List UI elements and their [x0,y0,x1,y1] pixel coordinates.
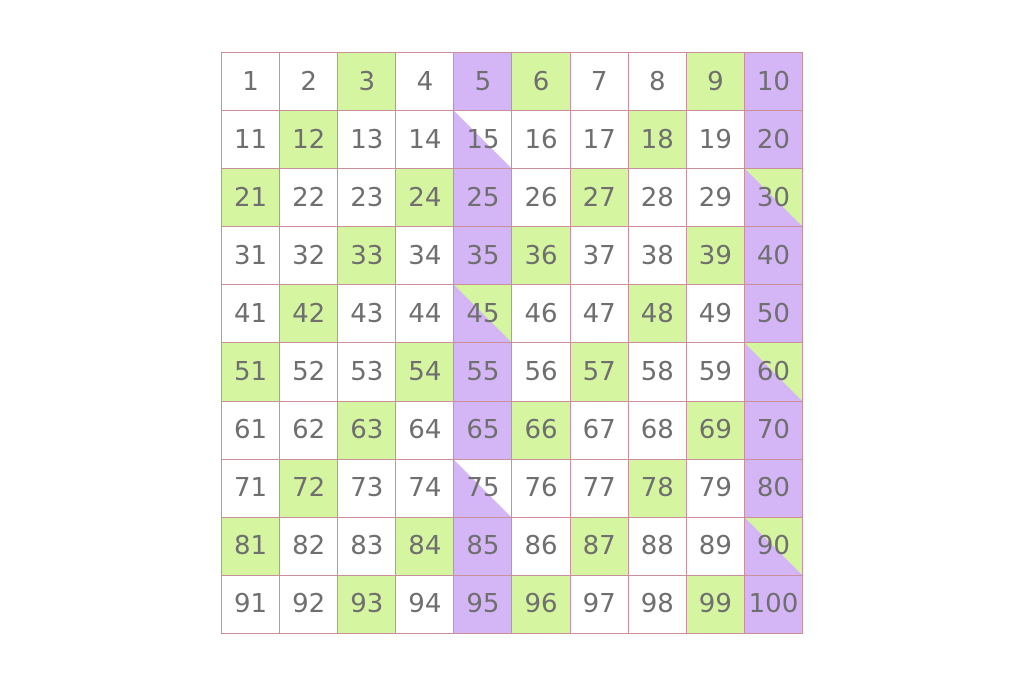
grid-cell-49 [687,285,745,343]
grid-cell-7 [571,53,629,111]
grid-cell-24 [396,169,454,227]
cell-number: 94 [408,589,442,620]
cell-number: 48 [640,298,674,329]
cell-number: 47 [582,298,616,329]
grid-cell-98 [629,576,687,634]
grid-cell-97 [571,576,629,634]
grid-cell-5 [454,53,512,111]
cell-number: 97 [582,589,616,620]
grid-cell-99 [687,576,745,634]
cell-number: 70 [756,415,790,446]
grid-cell-21 [222,169,280,227]
grid-cell-57 [571,343,629,401]
cell-number: 80 [756,473,790,504]
cell-number: 60 [756,357,790,388]
cell-number: 85 [466,531,500,562]
grid-cell-20 [745,111,803,169]
cell-number: 83 [350,531,384,562]
grid-cell-46 [512,285,570,343]
grid-cell-54 [396,343,454,401]
grid-cell-29 [687,169,745,227]
grid-cell-94 [396,576,454,634]
grid-cell-71 [222,460,280,518]
cell-number: 46 [524,298,558,329]
grid-cell-13 [338,111,396,169]
cell-number: 43 [350,298,384,329]
cell-number: 29 [698,182,732,213]
grid-cell-80 [745,460,803,518]
grid-cell-85 [454,518,512,576]
grid-cell-72 [280,460,338,518]
grid-cell-82 [280,518,338,576]
grid-cell-52 [280,343,338,401]
cell-number: 99 [698,589,732,620]
grid-cell-58 [629,343,687,401]
grid-cell-61 [222,402,280,460]
grid-cell-88 [629,518,687,576]
grid-cell-33 [338,227,396,285]
grid-cell-18 [629,111,687,169]
cell-number: 65 [466,415,500,446]
cell-number: 12 [292,124,326,155]
grid-cell-100 [745,576,803,634]
grid-cell-73 [338,460,396,518]
cell-number: 22 [292,182,326,213]
cell-number: 4 [416,66,434,97]
cell-number: 3 [358,66,376,97]
grid-cell-11 [222,111,280,169]
cell-number: 58 [640,357,674,388]
cell-number: 21 [234,182,268,213]
grid-cell-36 [512,227,570,285]
grid-cell-2 [280,53,338,111]
cell-number: 1 [242,66,259,97]
grid-cell-56 [512,343,570,401]
grid-cell-93 [338,576,396,634]
cell-number: 73 [350,473,384,504]
cell-number: 82 [292,531,326,562]
grid-cell-15 [454,111,512,169]
grid-cell-14 [396,111,454,169]
grid-cell-8 [629,53,687,111]
grid-cell-92 [280,576,338,634]
cell-number: 68 [640,415,674,446]
grid-cell-19 [687,111,745,169]
cell-number: 52 [292,357,326,388]
cell-number: 2 [300,66,317,97]
grid-cell-9 [687,53,745,111]
cell-number: 33 [350,240,384,271]
grid-cell-95 [454,576,512,634]
cell-number: 93 [350,589,384,620]
grid-cell-62 [280,402,338,460]
grid-cell-87 [571,518,629,576]
grid-cell-10 [745,53,803,111]
grid-cell-44 [396,285,454,343]
cell-number: 32 [292,240,326,271]
grid-cell-30 [745,169,803,227]
cell-number: 54 [408,357,442,388]
grid-cell-53 [338,343,396,401]
grid-cell-60 [745,343,803,401]
cell-number: 50 [756,298,790,329]
cell-number: 34 [408,240,442,271]
grid-cell-41 [222,285,280,343]
cell-number: 13 [350,124,384,155]
grid-cell-31 [222,227,280,285]
cell-number: 78 [640,473,674,504]
grid-cell-55 [454,343,512,401]
cell-number: 89 [698,531,732,562]
grid-cell-90 [745,518,803,576]
cell-number: 86 [524,531,558,562]
cell-number: 51 [234,357,268,388]
grid-cell-69 [687,402,745,460]
cell-number: 45 [466,298,500,329]
grid-cell-43 [338,285,396,343]
grid-cell-79 [687,460,745,518]
cell-number: 39 [698,240,732,271]
grid-cell-17 [571,111,629,169]
grid-cell-4 [396,53,454,111]
cell-number: 74 [408,473,442,504]
grid-cell-37 [571,227,629,285]
grid-cell-25 [454,169,512,227]
grid-cell-78 [629,460,687,518]
cell-number: 10 [756,66,790,97]
cell-number: 27 [582,182,616,213]
cell-number: 84 [408,531,442,562]
grid-cell-39 [687,227,745,285]
grid-cell-84 [396,518,454,576]
cell-number: 75 [466,473,500,504]
grid-cell-45 [454,285,512,343]
cell-number: 96 [524,589,558,620]
grid-cell-12 [280,111,338,169]
grid-cell-66 [512,402,570,460]
grid-cell-68 [629,402,687,460]
cell-number: 100 [748,589,799,620]
grid-cell-51 [222,343,280,401]
hundred-chart-grid [221,52,803,634]
cell-number: 38 [640,240,674,271]
grid-cell-81 [222,518,280,576]
cell-number: 69 [698,415,732,446]
cell-number: 81 [234,531,268,562]
cell-number: 67 [582,415,616,446]
grid-cell-64 [396,402,454,460]
cell-number: 19 [698,124,732,155]
grid-cell-28 [629,169,687,227]
grid-cell-38 [629,227,687,285]
cell-number: 61 [234,415,268,446]
cell-number: 31 [234,240,268,271]
cell-number: 49 [698,298,732,329]
grid-cell-47 [571,285,629,343]
grid-cell-16 [512,111,570,169]
grid-cell-42 [280,285,338,343]
grid-cell-86 [512,518,570,576]
cell-number: 44 [408,298,442,329]
cell-number: 62 [292,415,326,446]
grid-cell-76 [512,460,570,518]
grid-cell-3 [338,53,396,111]
cell-number: 15 [466,124,500,155]
grid-cell-96 [512,576,570,634]
cell-number: 95 [466,589,500,620]
grid-cell-83 [338,518,396,576]
grid-cell-35 [454,227,512,285]
cell-number: 9 [707,66,724,97]
cell-number: 90 [756,531,790,562]
cell-number: 87 [582,531,616,562]
grid-cell-6 [512,53,570,111]
grid-cell-75 [454,460,512,518]
grid-cell-91 [222,576,280,634]
grid-cell-77 [571,460,629,518]
cell-number: 18 [640,124,674,155]
grid-cell-22 [280,169,338,227]
cell-number: 28 [640,182,674,213]
cell-number: 16 [524,124,558,155]
cell-number: 63 [350,415,384,446]
cell-number: 30 [756,182,790,213]
cell-number: 37 [582,240,616,271]
cell-number: 23 [350,182,384,213]
cell-number: 7 [590,66,608,97]
cell-number: 36 [524,240,558,271]
cell-number: 98 [640,589,674,620]
cell-number: 26 [524,182,558,213]
grid-cell-74 [396,460,454,518]
cell-number: 6 [532,66,550,97]
grid-cell-26 [512,169,570,227]
cell-number: 72 [292,473,326,504]
grid-cell-65 [454,402,512,460]
grid-cell-89 [687,518,745,576]
cell-number: 66 [524,415,558,446]
grid-cell-1 [222,53,280,111]
cell-number: 42 [292,298,326,329]
cell-number: 55 [466,357,500,388]
cell-number: 76 [524,473,558,504]
cell-number: 77 [582,473,616,504]
cell-number: 20 [756,124,790,155]
grid-cell-59 [687,343,745,401]
cell-number: 5 [474,66,492,97]
cell-number: 64 [408,415,442,446]
grid-cell-50 [745,285,803,343]
cell-number: 35 [466,240,500,271]
cell-number: 14 [408,124,442,155]
cell-number: 25 [466,182,500,213]
cell-number: 53 [350,357,384,388]
cell-number: 92 [292,589,326,620]
grid-cell-48 [629,285,687,343]
cell-number: 79 [698,473,732,504]
grid-cell-70 [745,402,803,460]
cell-number: 41 [234,298,268,329]
cell-number: 91 [234,589,268,620]
grid-cell-27 [571,169,629,227]
cell-number: 59 [698,357,732,388]
grid-cell-32 [280,227,338,285]
cell-number: 56 [524,357,558,388]
cell-number: 17 [582,124,616,155]
cell-number: 40 [756,240,790,271]
grid-cell-34 [396,227,454,285]
cell-number: 88 [640,531,674,562]
cell-number: 11 [234,124,268,155]
grid-cell-67 [571,402,629,460]
grid-cell-63 [338,402,396,460]
cell-number: 57 [582,357,616,388]
cell-number: 71 [234,473,268,504]
grid-cell-40 [745,227,803,285]
cell-number: 8 [648,66,666,97]
cell-number: 24 [408,182,442,213]
grid-cell-23 [338,169,396,227]
